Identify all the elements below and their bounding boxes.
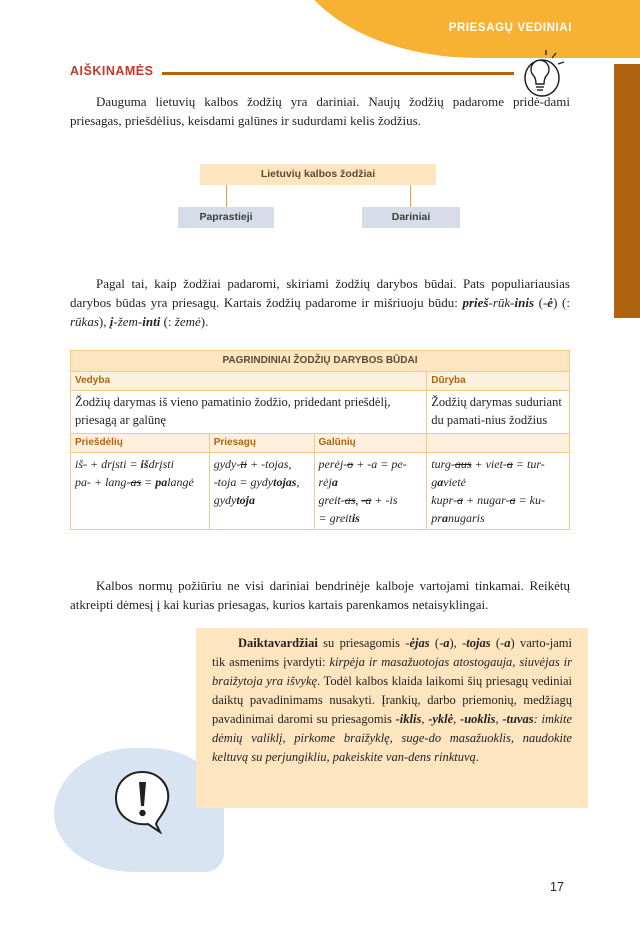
example-priesdeliu: iš- + drįsti = išdrįsti pa- + lang-as = palangė [71,453,210,530]
col-empty [427,434,570,453]
col-priesdeliu: Priešdėlių [71,434,210,453]
col-galuniu: Galūnių [314,434,427,453]
diagram-connector [226,185,227,207]
diagram-root: Lietuvių kalbos žodžiai [200,164,436,185]
section-title: AIŠKINAMĖS [70,64,154,78]
formation-paragraph: Pagal tai, kaip žodžiai padaromi, skiriami žodžių darybos būdai. Pats populiariausias darybos būdas yra priesagų. Kartais žodžių padarome ir mišriuoju būdu: prieš-rūk-inis (-ė) (: rūkas), į-žem-inti (: žemė). [70,276,570,329]
section-rule [162,72,514,75]
word-formation-table [70,350,570,530]
vedyba-description: Žodžių darymas iš vieno pamatinio žodžio, pridedant priešdėlį, priesagą ar galūnę [71,391,427,434]
col-duryba: Dūryba [427,372,570,391]
example-duryba: turg-aus + viet-a = tur- gavietė kupr-a + nugar-a = ku- pranugaris [427,453,570,530]
norms-paragraph: Kalbos normų požiūriu ne visi dariniai bendrinėje kalboje vartojami tinkamai. Reikėtų atkreipti dėmesį į kai kurias priesagas, kurios kartais parenkamos netaisyklingai. [70,578,570,612]
chapter-header: PRIESAGŲ VEDINIAI [448,22,572,34]
intro-paragraph: Dauguma lietuvių kalbos žodžių yra dariniai. Naujų žodžių padarome pridė-dami priesagas, priešdėlius, keisdami galūnes ir sudurdami kelis žodžius. [70,94,570,128]
page-number: 17 [550,880,564,894]
exclamation-bubble-icon [110,768,174,834]
diagram-connector [410,185,411,207]
col-priesagu: Priesagų [209,434,314,453]
example-priesagu: gydy-ti + -tojas, -toja = gydytojas, gydytoja [209,453,314,530]
table-title: PAGRINDINIAI ŽODŽIŲ DARYBOS BŪDAI [71,351,570,372]
diagram-leaf-right: Dariniai [362,207,460,228]
duryba-description: Žodžių darymas suduriant du pamati-nius žodžius [427,391,570,434]
side-tab [614,64,640,318]
example-galuniu: perėj-o + -a = pe- rėja greit-as, -a + -is = greitis [314,453,427,530]
col-vedyba: Vedyba [71,372,427,391]
note-text: Daiktavardžiai su priesagomis -ėjas (-a), -tojas (-a) varto-jami tik asmenims įvardyti: kirpėja ir masažuotojas atostogauja, siuvėjas ir braižytoja yra išvykę. Todėl kalbos klaida laikomi šių priesagų vediniai daiktų pavadinimams nusakyti. Įrankių, darbo priemonių, medžiagų pavadinimai daromi su priesagomis -iklis, -yklė, -uoklis, -tuvas: imkite dėmių valiklį, pirkome braižyklę, suge-do masažuoklis, naudokite keltuvą su perjungikliu, pakeiskite van-dens rinktuvą. [212,636,573,764]
diagram-leaf-left: Paprastieji [178,207,274,228]
